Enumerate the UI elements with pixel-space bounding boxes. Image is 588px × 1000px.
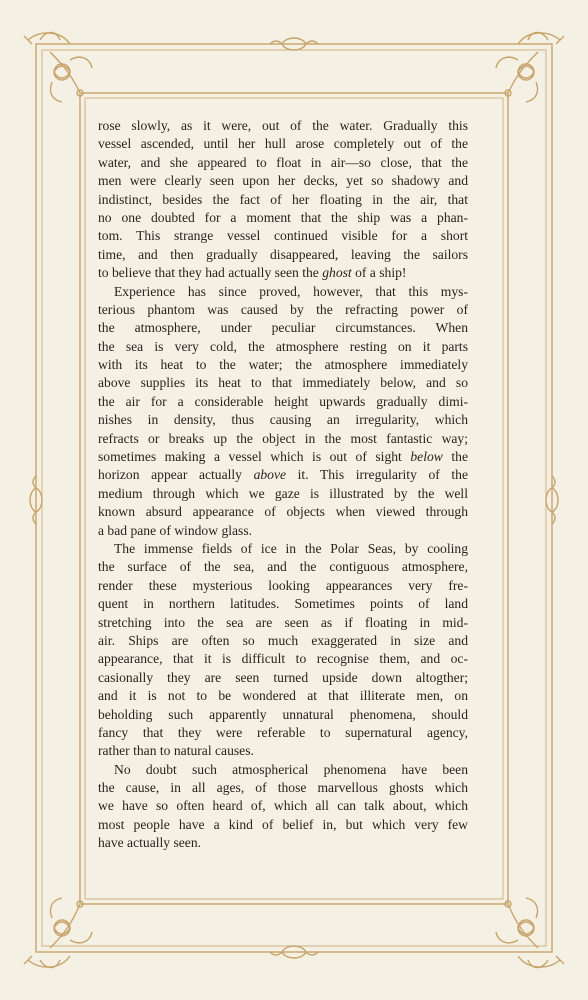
text-line: and it is not to be wondered at that illiterate men, on [98, 688, 468, 704]
text-line: No doubt such atmospherical phenomena have been [114, 761, 468, 777]
text-line: above supplies its heat to that immediately below, and so [98, 375, 468, 391]
text-line: quent in northern latitudes. Sometimes points of land [98, 596, 468, 612]
text-line: the sea is very cold, the atmosphere resting on it parts [98, 338, 468, 354]
text-line: have actually seen. [98, 835, 202, 851]
text-line: we have so often heard of, which all can talk about, which [98, 798, 468, 814]
text-line: medium through which we gaze is illustrated by the well [98, 485, 468, 501]
paragraph [98, 761, 468, 853]
text-line: Experience has since proved, however, that this mys- [114, 283, 468, 299]
text-line: fancy that they were referable to supernatural agency, [98, 724, 468, 740]
text-line: casionally they are seen turned upside down altogther; [98, 669, 468, 685]
text-line: sometimes making a vessel which is out of sight below the [98, 449, 468, 465]
text-line: the surface of the sea, and the contiguous atmosphere, [98, 559, 468, 575]
text-line: known absurd appearance of objects when viewed through [98, 504, 468, 520]
text-line: appearance, that it is difficult to recognise them, and oc- [98, 651, 468, 667]
body-text [98, 117, 468, 853]
text-line: rather than to natural causes. [98, 743, 254, 759]
text-line: horizon appear actually above it. This irregularity of the [98, 467, 468, 483]
text-line: time, and then gradually disappeared, leaving the sailors [98, 246, 468, 262]
text-line: rose slowly, as it were, out of the water. Gradually this [98, 118, 468, 133]
text-line: tom. This strange vessel continued visible for a short [98, 228, 468, 244]
text-line: refracts or breaks up the object in the most fantastic way; [98, 430, 468, 446]
corner-ornament-bottom-right [496, 898, 564, 968]
text-line: the cause, in all ages, of those marvellous ghosts which [98, 780, 468, 796]
text-line: water, and she appeared to float in air—so close, that the [98, 154, 468, 170]
emphasis: above [253, 467, 287, 483]
corner-ornament-bottom-left [24, 898, 92, 968]
text-line: a bad pane of window glass. [98, 522, 253, 538]
text-line: beholding such apparently unnatural phenomena, should [98, 706, 468, 722]
text-line: most people have a kind of belief in, but which very few [98, 816, 468, 832]
emphasis: below [410, 449, 443, 465]
text-line: with its heat to the water; the atmosphere immediately [98, 357, 468, 373]
corner-ornament-top-left [24, 33, 92, 103]
corner-ornament-top-right [496, 33, 564, 103]
text-line: terious phantom was caused by the refracting power of [98, 301, 468, 317]
text-line: no one doubted for a moment that the ship was a phan- [98, 209, 468, 225]
paragraph [98, 117, 468, 283]
text-line: to believe that they had actually seen the ghost of a ship! [98, 265, 407, 281]
text-line: The immense fields of ice in the Polar Seas, by cooling [114, 540, 468, 556]
text-line: indistinct, besides the fact of her floating in the air, that [98, 191, 468, 207]
text-line: stretching into the sea are seen as if floating in mid- [98, 614, 468, 630]
paragraph [98, 540, 468, 761]
text-line: the atmosphere, under peculiar circumstances. When [98, 320, 468, 336]
text-line: vessel ascended, until her hull arose completely out of the [98, 136, 468, 152]
text-line: men were clearly seen upon her decks, yet so shadowy and [98, 173, 468, 189]
emphasis: ghost [322, 265, 352, 281]
text-line: air. Ships are often so much exaggerated in size and [98, 632, 468, 648]
text-line: render these mysterious looking appearances very fre- [98, 577, 468, 593]
text-line: the air for a considerable height upwards gradually dimi- [98, 393, 468, 409]
text-line: nishes in density, thus causing an irregularity, which [98, 412, 468, 428]
paragraph [98, 283, 468, 540]
